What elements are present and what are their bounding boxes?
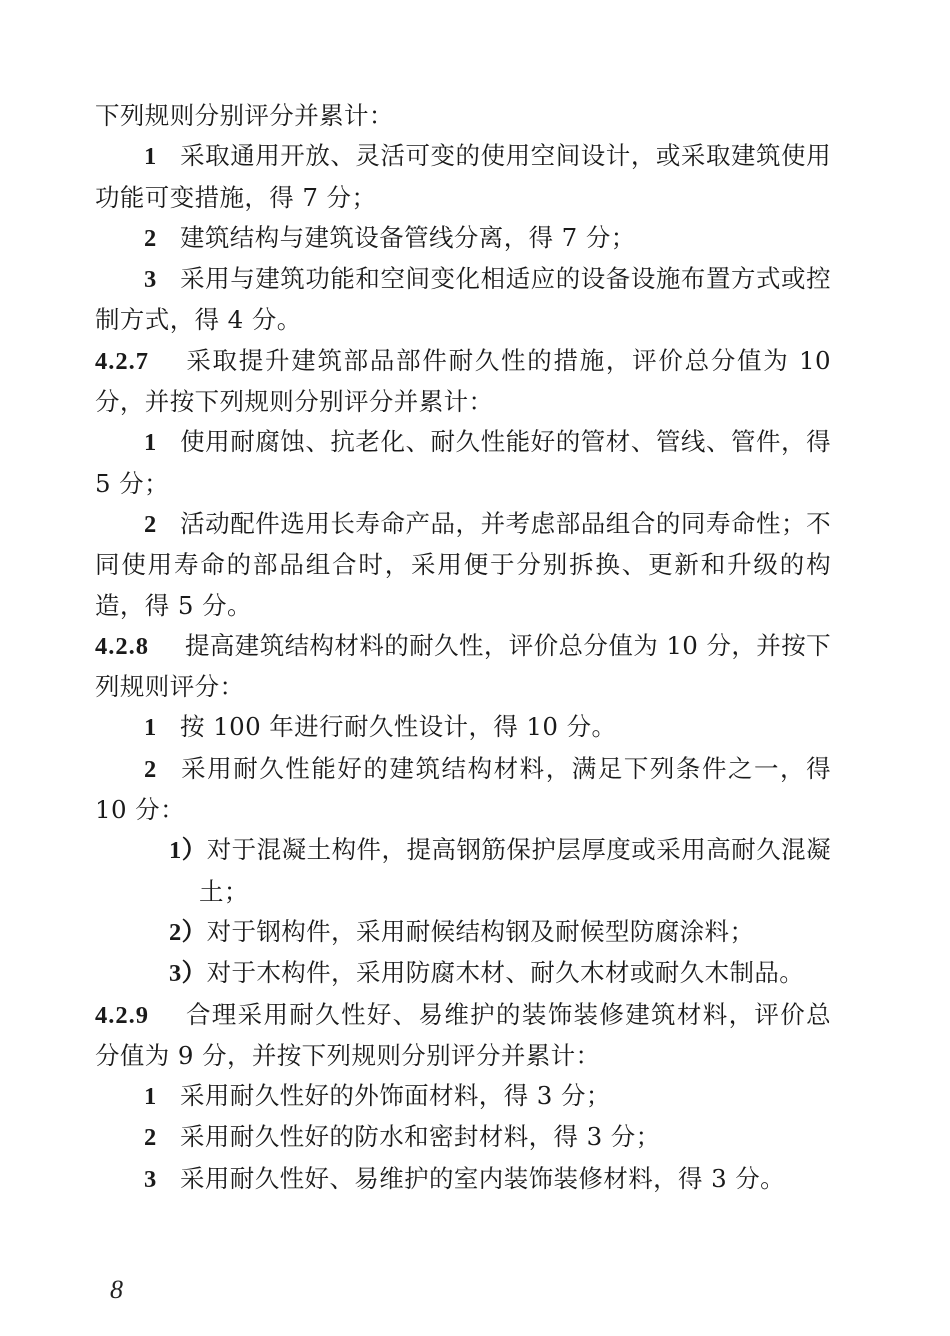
list-item xyxy=(95,259,831,341)
item-number: 2 xyxy=(144,1124,157,1152)
item-number: 1 xyxy=(144,143,157,171)
list-item xyxy=(95,422,831,504)
section-clause xyxy=(95,995,831,1077)
clause-text: 采取提升建筑部品部件耐久性的措施，评价总分值为 10 分，并按下列规则分别评分并累计： xyxy=(95,345,831,417)
list-item xyxy=(95,707,831,748)
section-clause xyxy=(95,626,831,708)
sub-item-number: 1） xyxy=(169,837,207,865)
item-text: 建筑结构与建筑设备管线分离，得 7 分； xyxy=(180,222,636,252)
clause-number: 4.2.9 xyxy=(95,1001,149,1029)
list-item xyxy=(95,136,831,218)
item-text: 采用耐久性好的外饰面材料，得 3 分； xyxy=(180,1081,611,1111)
list-item xyxy=(95,1076,831,1117)
item-text: 采用耐久性好的防水和密封材料，得 3 分； xyxy=(180,1122,661,1152)
sub-item-text: 对于钢构件，采用耐候结构钢及耐候型防腐涂料； xyxy=(206,916,755,946)
sub-item-text: 对于木构件，采用防腐木材、耐久木材或耐久木制品。 xyxy=(206,958,805,988)
sub-list-item xyxy=(95,830,831,912)
clause-number: 4.2.8 xyxy=(95,632,149,660)
page-body xyxy=(95,96,831,1200)
item-text: 采用与建筑功能和空间变化相适应的设备设施布置方式或控制方式，得 4 分。 xyxy=(95,264,831,335)
list-item xyxy=(95,218,831,259)
item-text: 使用耐腐蚀、抗老化、耐久性能好的管材、管线、管件，得 5 分； xyxy=(95,427,831,498)
sub-list-item xyxy=(95,912,831,953)
item-number: 3 xyxy=(144,266,157,294)
sub-item-number: 3） xyxy=(169,960,207,988)
item-number: 1 xyxy=(144,429,157,457)
paragraph-continuation xyxy=(95,96,831,136)
page-number: 8 xyxy=(110,1275,123,1304)
item-number: 3 xyxy=(144,1165,157,1193)
item-number: 1 xyxy=(144,1083,157,1111)
item-number: 2 xyxy=(144,224,157,252)
paragraph-text: 下列规则分别评分并累计： xyxy=(95,101,394,130)
section-clause xyxy=(95,341,831,423)
clause-text: 合理采用耐久性好、易维护的装饰装修建筑材料，评价总分值为 9 分，并按下列规则分别评分并累计： xyxy=(95,999,831,1070)
list-item xyxy=(95,504,831,626)
item-text: 采取通用开放、灵活可变的使用空间设计，或采取建筑使用功能可变措施，得 7 分； xyxy=(95,141,831,212)
sub-item-text: 对于混凝土构件，提高钢筋保护层厚度或采用高耐久混凝土； xyxy=(199,835,831,906)
clause-number: 4.2.7 xyxy=(95,347,149,375)
clause-text: 提高建筑结构材料的耐久性，评价总分值为 10 分，并按下列规则评分： xyxy=(95,630,831,702)
item-text: 采用耐久性好、易维护的室内装饰装修材料，得 3 分。 xyxy=(180,1163,786,1193)
item-text: 活动配件选用长寿命产品，并考虑部品组合的同寿命性；不同使用寿命的部品组合时，采用便于分别拆换、更新和升级的构造，得 5 分。 xyxy=(95,508,831,620)
item-number: 1 xyxy=(144,714,157,742)
item-number: 2 xyxy=(144,755,157,783)
list-item xyxy=(95,749,831,831)
item-text: 采用耐久性能好的建筑结构材料，满足下列条件之一，得 10 分： xyxy=(95,753,831,825)
sub-list-item xyxy=(95,953,831,994)
list-item xyxy=(95,1159,831,1200)
list-item xyxy=(95,1117,831,1158)
item-text: 按 100 年进行耐久性设计，得 10 分。 xyxy=(180,712,617,742)
sub-item-number: 2） xyxy=(169,918,207,946)
item-number: 2 xyxy=(144,510,157,538)
